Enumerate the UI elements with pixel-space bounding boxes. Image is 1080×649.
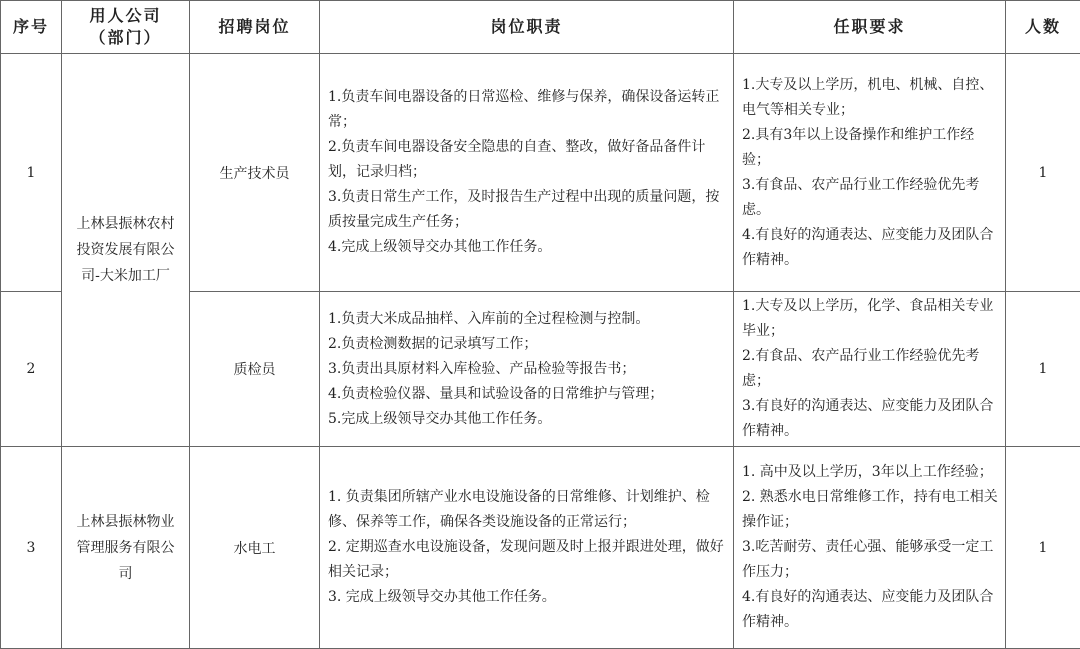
duties-cell (320, 292, 734, 447)
table-row (1, 447, 1080, 649)
requirements-cell (734, 447, 1006, 649)
requirement-item: 1.大专及以上学历，机电、机械、自控、电气等相关专业； (742, 73, 999, 123)
duty-item: 2.负责检测数据的记录填写工作； (328, 332, 727, 357)
company-cell: 上林县振林农村投资发展有限公司-大米加工厂 (62, 54, 190, 447)
duty-item: 5.完成上级领导交办其他工作任务。 (328, 407, 727, 432)
duty-item: 4.负责检验仪器、量具和试验设备的日常维护与管理； (328, 382, 727, 407)
header-requirements: 任职要求 (734, 1, 1006, 54)
header-row (1, 1, 1080, 54)
header-index: 序号 (1, 1, 62, 54)
table-row (1, 54, 1080, 292)
row-index: 1 (1, 54, 62, 292)
company-cell: 上林县振林物业管理服务有限公司 (62, 447, 190, 649)
row-index: 2 (1, 292, 62, 447)
duties-cell (320, 54, 734, 292)
header-company-line2: （部门） (62, 27, 189, 49)
position-cell: 水电工 (190, 447, 320, 649)
duty-item: 3. 完成上级领导交办其他工作任务。 (328, 585, 727, 610)
duty-item: 2.负责车间电器设备安全隐患的自查、整改，做好备品备件计划，记录归档； (328, 135, 727, 185)
requirement-item: 2.有食品、农产品行业工作经验优先考虑； (742, 344, 999, 394)
duty-item: 3.负责出具原材料入库检验、产品检验等报告书； (328, 357, 727, 382)
requirement-item: 4.有良好的沟通表达、应变能力及团队合作精神。 (742, 223, 999, 273)
duty-item: 2. 定期巡查水电设施设备，发现问题及时上报并跟进处理，做好相关记录； (328, 535, 727, 585)
row-index: 3 (1, 447, 62, 649)
requirement-item: 2.具有3年以上设备操作和维护工作经验； (742, 123, 999, 173)
header-count: 人数 (1006, 1, 1080, 54)
requirement-item: 3.吃苦耐劳、责任心强、能够承受一定工作压力； (742, 535, 999, 585)
requirement-item: 3.有良好的沟通表达、应变能力及团队合作精神。 (742, 394, 999, 444)
duty-item: 4.完成上级领导交办其他工作任务。 (328, 235, 727, 260)
position-cell: 质检员 (190, 292, 320, 447)
requirement-item: 1. 高中及以上学历，3年以上工作经验； (742, 460, 999, 485)
duties-cell (320, 447, 734, 649)
requirements-cell (734, 54, 1006, 292)
duty-item: 3.负责日常生产工作，及时报告生产过程中出现的质量问题，按质按量完成生产任务； (328, 185, 727, 235)
requirement-item: 1.大专及以上学历，化学、食品相关专业毕业； (742, 294, 999, 344)
requirements-cell (734, 292, 1006, 447)
header-position: 招聘岗位 (190, 1, 320, 54)
requirement-item: 4.有良好的沟通表达、应变能力及团队合作精神。 (742, 585, 999, 635)
count-cell: 1 (1006, 447, 1080, 649)
header-company (62, 1, 190, 54)
duty-item: 1. 负责集团所辖产业水电设施设备的日常维修、计划维护、检修、保养等工作，确保各类设施设备的正常运行； (328, 485, 727, 535)
position-cell: 生产技术员 (190, 54, 320, 292)
header-company-line1: 用人公司 (62, 5, 189, 27)
count-cell: 1 (1006, 54, 1080, 292)
count-cell: 1 (1006, 292, 1080, 447)
requirement-item: 3.有食品、农产品行业工作经验优先考虑。 (742, 173, 999, 223)
requirement-item: 2. 熟悉水电日常维修工作，持有电工相关操作证； (742, 485, 999, 535)
header-duties: 岗位职责 (320, 1, 734, 54)
duty-item: 1.负责大米成品抽样、入库前的全过程检测与控制。 (328, 307, 727, 332)
duty-item: 1.负责车间电器设备的日常巡检、维修与保养，确保设备运转正常； (328, 85, 727, 135)
